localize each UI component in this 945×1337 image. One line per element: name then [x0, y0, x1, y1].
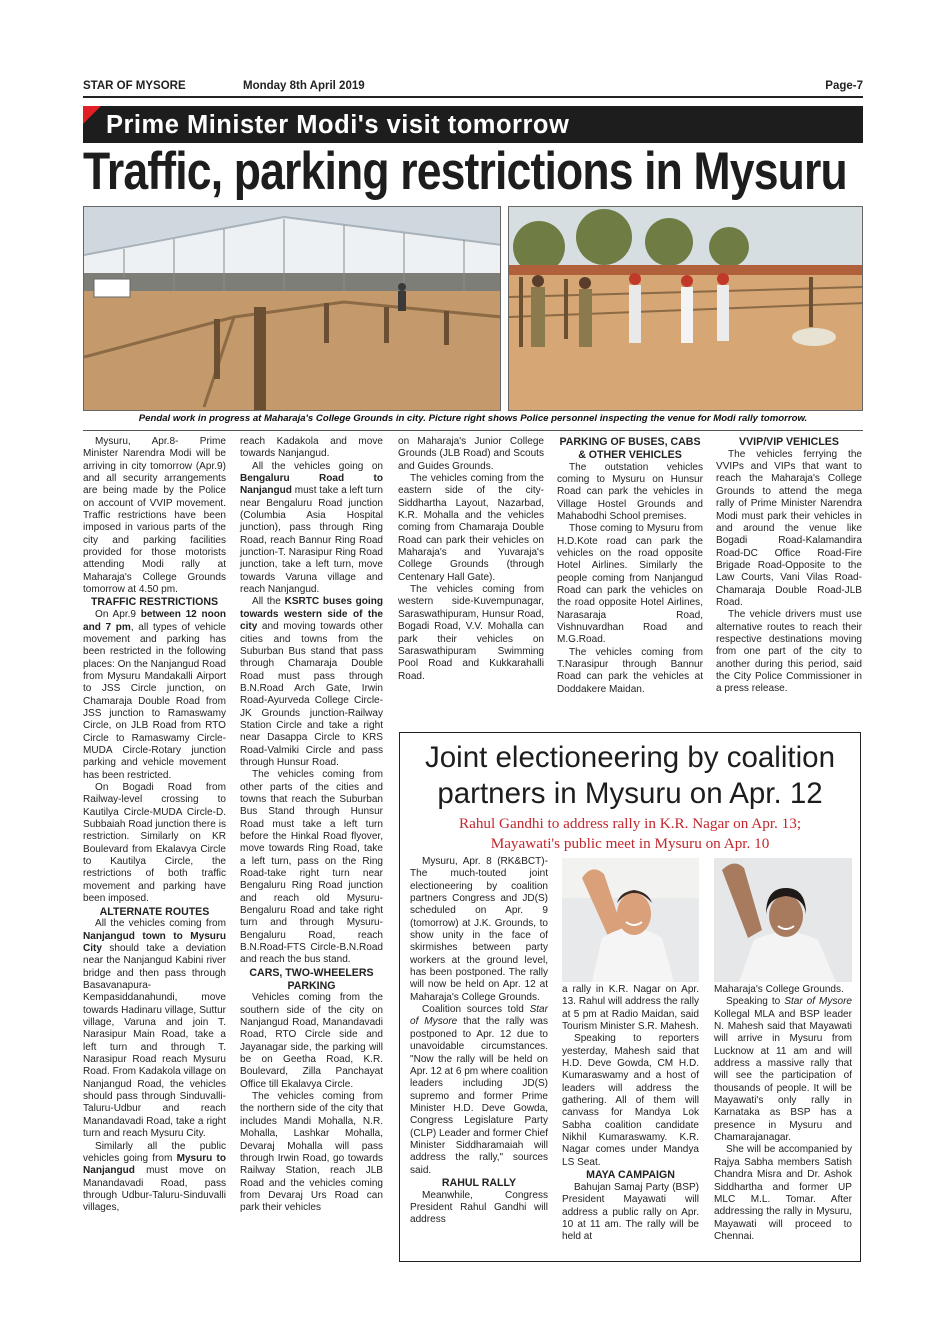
subhead-vvip-vehicles: VVIP/VIP VEHICLES — [739, 436, 839, 448]
article-paragraph: Speaking to reporters yesterday, Mahesh said that H.D. Deve Gowda, CM H.D. Kumaraswamy and a host of leaders will address the gathering. All of them will canvass for Mandya Lok Sabha coalition candidate Nikhil Kumaraswamy. K.R. Nagar comes under Mandya LS Seat. — [562, 1033, 699, 1168]
coalition-subheadline: Rahul Gandhi to address rally in K.R. Nagar on Apr. 13; Mayawati's public meet in Mysuru on Apr. 10 — [458, 815, 802, 852]
kicker-title: Prime Minister Modi's visit tomorrow — [106, 111, 570, 139]
article-paragraph: Mysuru, Apr.8- Prime Minister Narendra Modi will be arriving in city tomorrow (Apr.9) and all security arrangements are being made by the Police on account of VVIP movement. Traffic restrictions have been imposed in various parts of the city and parking facilities provided for those motorists attending Modi rally at Maharaja's College Grounds tomorrow at 4.50 pm. — [83, 436, 226, 596]
article-paragraph: The vehicles ferrying the VVIPs and VIPs that want to reach the Maharaja's College Grounds to attend the mega rally of Prime Minister Narendra Modi must park their vehicles in and around the venue like Bogadi Road-Kalamandira Road-DC Office Road-Fire Brigade Road-Opposite to the Law Courts, Vani Vilas Road-Chamaraja Double Road-JLB Road. — [716, 448, 862, 608]
masthead-rule — [83, 96, 863, 98]
article-column-1 — [83, 436, 226, 1266]
article-column-2 — [240, 436, 383, 1266]
article-paragraph: Maharaja's College Grounds. — [714, 984, 844, 995]
article-paragraph: Mysuru, Apr. 8 (RK&BCT)- The much-touted joint electioneering by coalition partners Congress and JD(S) scheduled on Apr. 9 (tomorrow) at J.K. Grounds, to show unity in the face of skirmishes between party workers at the ground level, has been postponed. The rally will now be held on Apr. 12 at Maharaja's College Grounds. — [410, 856, 548, 1003]
subhead-rahul-rally: RAHUL RALLY — [441, 1176, 517, 1189]
article-paragraph: She will be accompanied by Rajya Sabha members Satish Chandra Misra and Dr. Ashok Siddhartha and former UP MLC M.L. Tomar. After addressing the rally in Mysuru, Mayawati will proceed to Chennai. — [714, 1144, 852, 1242]
photo-police-inspection — [508, 206, 863, 411]
article-column-5 — [716, 436, 862, 726]
photo-rahul-gandhi — [562, 858, 699, 982]
article-paragraph: reach Kadakola and move towards Nanjangud. — [240, 436, 383, 460]
article-paragraph: The vehicles coming from the northern side of the city that includes Mandi Mohalla, N.R. Mohalla, Lashkar Mohalla, Devaraj Mohalla will pass through Irwin Road, go towards Railway Station, reach JLB Road and the vehicles coming from Devaraj Urs Road can park their vehicles — [240, 1091, 383, 1214]
main-headline: Traffic, parking restrictions in Mysuru — [83, 142, 847, 201]
article-paragraph: Meanwhile, Congress President Rahul Gandhi will address — [410, 1189, 548, 1226]
box-column-1 — [410, 856, 548, 1256]
article-paragraph: The vehicles coming from T.Narasipur through Bannur Road can park the vehicles at Doddakere Maidan. — [557, 646, 703, 695]
coalition-headline: Joint electioneering by coalition partners in Mysuru on Apr. 12 — [425, 741, 835, 810]
article-paragraph: Similarly all the public vehicles going from Mysuru to Nanjangud must move on Manandavadi Road, pass through Udbur-Taluru-Sinduvalli villages, — [83, 1140, 226, 1214]
article-paragraph: On Bogadi Road from Railway-level crossing to Kautilya Circle-MUDA Circle-D. Subbaiah Road junction there is restriction. Similarly on KR Boulevard from Ekalavya Circle to Kautilya Circle, the restrictions of both traffic movement and parking have been imposed. — [83, 782, 226, 905]
article-paragraph: The vehicles coming from the eastern side of the city-Siddhartha Layout, Nazarbad, K.R. Mohalla and the vehicles coming from Chamaraja Double Road can park their vehicles on Maharaja's and Yuvaraja's College Grounds (through Centenary Hall Gate). — [398, 473, 544, 583]
page-number: Page-7 — [825, 80, 863, 92]
article-paragraph: On Apr.9 between 12 noon and 7 pm, all types of vehicle movement and parking has been restricted in the following places: On the Nanjangud Road from Mysuru Mandakalli Airport to JSS Circle junction, on Chamaraja Double Road from JSS junction to Ramaswamy Circle, on JLB Road from RTO Circle to Ramaswamy Circle-MUDA Circle-Rotary junction parking and vehicle movement has been restricted. — [83, 609, 226, 781]
article-paragraph: Bahujan Samaj Party (BSP) President Mayawati will address a public rally on Apr. 10 at 11 am. The rally will be held at — [562, 1181, 699, 1243]
photo-pendal-work — [83, 206, 501, 411]
article-paragraph: The vehicle drivers must use alternative routes to reach their respective destinations moving from one part of the city to another during this period, said the City Police Commissioner in a press release. — [716, 609, 862, 695]
article-paragraph: The vehicles coming from other parts of the cities and towns that reach the Suburban Bus Stand through Hunsur Road must take a left turn before the Hinkal Road flyover, move towards Ring Road, take a left turn, pass on the Ring Road-take right turn near Bengaluru Ring Road junction and reach old Mysuru-Bengaluru Road and take right turn and through Mysuru-Bengaluru Road, reach B.N.Road-FTS Circle-B.N.Road and reach the bus stand. — [240, 769, 383, 966]
subhead-maya-campaign: MAYA CAMPAIGN — [586, 1169, 675, 1182]
article-paragraph: Coalition sources told Star of Mysore that the rally was postponed to Apr. 12 due to unavoidable circumstances. "Now the rally will be held on Apr. 12 at 6 pm where coalition leaders including JD(S) supremo and former Prime Minister H.D. Deve Gowda, Congress Legislature Party (CLP) Leader and former Chief Minister Siddharamaiah will address the rally," sources said. — [410, 1004, 548, 1176]
article-column-3 — [398, 436, 544, 726]
article-paragraph: The vehicles coming from western side-Kuvempunagar, Saraswathipuram, Hunsur Road, Bogadi Road, V.V. Mohalla can park their vehicles on Saraswathipuram Swimming Pool Road and Kukkarahalli Road. — [398, 584, 544, 682]
article-paragraph: Speaking to Star of Mysore Kollegal MLA and BSP leader N. Mahesh said that Mayawati will arrive in Mysuru from Lucknow at 11 am and will address a massive rally that will see the participation of thousands of people. It will be Mayawati's only rally in Karnataka as BSP has a presence in Mysuru and Chamarajanagar. — [714, 996, 852, 1144]
subhead-alternate-routes: ALTERNATE ROUTES — [99, 905, 210, 918]
red-corner-accent — [83, 106, 101, 124]
paper-name: STAR OF MYSORE — [83, 80, 186, 92]
article-column-4 — [557, 436, 703, 726]
photo-caption: Pendal work in progress at Maharaja's College Grounds in city. Picture right shows Police personnel inspecting the venue for Modi rally tomorrow. — [138, 413, 808, 424]
article-paragraph: All the vehicles going on Bengaluru Road to Nanjangud must take a left turn near Bengaluru Road junction (Columbia Asia Hospital junction), pass through Ring Road, reach Bannur Ring Road junction-T. Narasipur Ring Road junction, take a left turn, move towards Varuna village and reach Nanjangud. — [240, 460, 383, 596]
caption-rule — [83, 430, 863, 431]
issue-date: Monday 8th April 2019 — [243, 80, 365, 92]
box-column-2 — [562, 984, 699, 1256]
article-paragraph: All the vehicles coming from Nanjangud town to Mysuru City should take a deviation near the Nanjangud Kabini river bridge and then pass through Basavanapura-Kempasiddanahundi, move towards Hadinaru village, Suttur village, Varuna and join T. Narasipur Main Road, take a left turn and through T. Narasipur Road reach Mysuru Road. From Kadakola village on Nanjangud Road, the vehicles should pass through Sinduvalli-Taluru-Udbur and reach Manandavadi Road, take a right turn and reach Mysuru City. — [83, 918, 226, 1140]
article-paragraph: The outstation vehicles coming to Mysuru on Hunsur Road can park the vehicles in Village Hostel Grounds and Mahabodhi School premises. — [557, 461, 703, 522]
article-paragraph: on Maharaja's Junior College Grounds (JLB Road) and Scouts and Guides Grounds. — [398, 436, 544, 472]
masthead — [83, 80, 863, 96]
subhead-parking-buses: PARKING OF BUSES, CABS & OTHER VEHICLES — [559, 436, 701, 461]
subhead-traffic-restrictions: TRAFFIC RESTRICTIONS — [90, 596, 219, 609]
article-paragraph: All the KSRTC buses going towards western side of the city and moving towards other cities and towns from the Suburban Bus stand that pass through Chamaraja Double Road must pass through B.N.Road Arch Gate, Irwin Road-Ayurveda College Circle-JK Grounds junction-Railway Station Circle and take a right near Dasappa Circle to KRS Road-Valmiki Circle and pass through Hunsur Road. — [240, 596, 383, 768]
article-paragraph: Vehicles coming from the southern side of the city on Nanjangud Road, Manandavadi Road, RTO Circle side and Jayanagar side, the parking will be on Geetha Road, K.R. Boulevard, Zilla Panchayat Office till Ekalavya Circle. — [240, 992, 383, 1090]
photo-mayawati — [714, 858, 852, 982]
kicker-band — [83, 106, 863, 143]
box-column-3 — [714, 984, 852, 1256]
subhead-cars-parking: CARS, TWO-WHEELERS PARKING — [249, 966, 374, 992]
article-paragraph: Those coming to Mysuru from H.D.Kote road can park the vehicles on the road opposite Hotel Airlines. Similarly the people coming from Nanjangud Road can park the vehicles on the road opposite Hotel Airlines, Narasaraja Road, Vishnuvardhan Road and M.G.Road. — [557, 523, 703, 646]
article-paragraph: a rally in K.R. Nagar on Apr. 13. Rahul will address the rally at 5 pm at Radio Maidan, said Tourism Minister S.R. Mahesh. — [562, 984, 699, 1033]
